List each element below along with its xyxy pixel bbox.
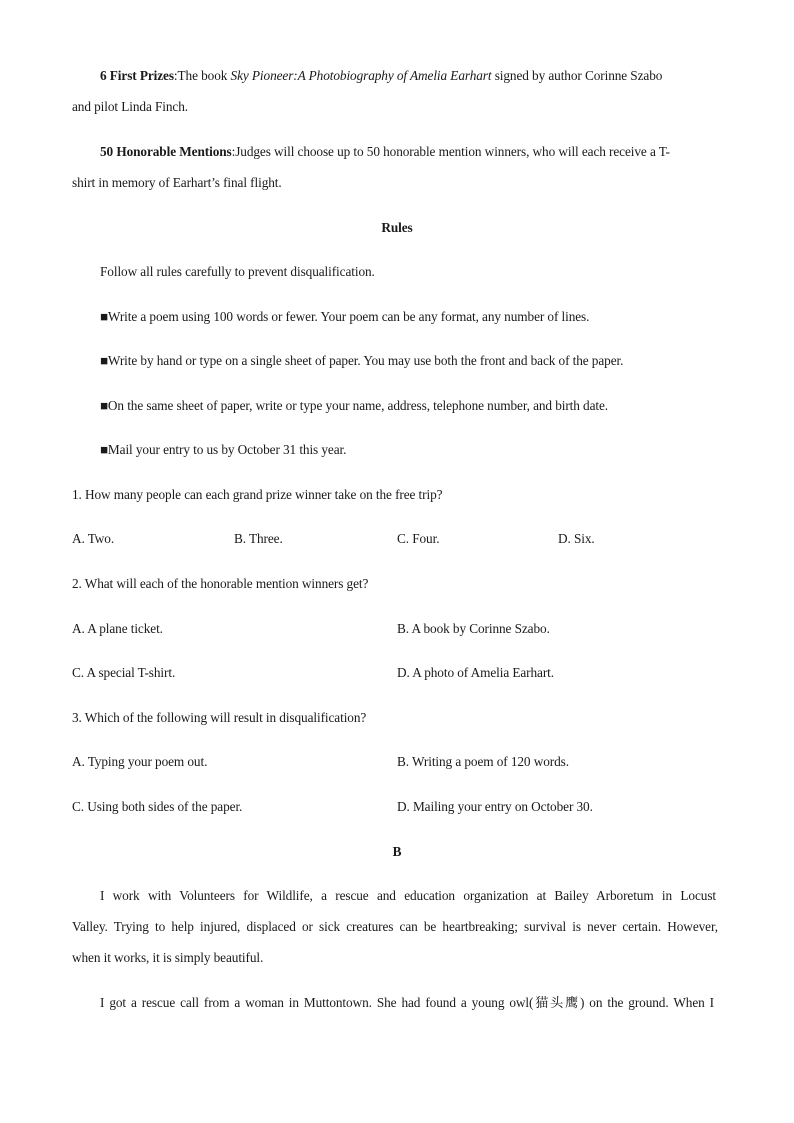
paragraph-line: when it works, it is simply beautiful. — [72, 950, 264, 965]
question-stem: 1. How many people can each grand prize winner take on the free trip? — [72, 487, 443, 502]
question-1-option-d[interactable]: D. Six. — [558, 531, 595, 546]
rules-heading: Rules — [381, 220, 413, 235]
honorable-mentions-line — [100, 143, 718, 161]
question-stem: 3. Which of the following will result in disqualification? — [72, 710, 367, 725]
question-2-option-c[interactable]: C. A special T-shirt. — [72, 665, 176, 680]
paragraph-line: I got a rescue call from a woman in Muttontown. She had found a young owl(猫头鹰) on the ground. When I — [100, 995, 714, 1010]
question-2-option-d[interactable]: D. A photo of Amelia Earhart. — [397, 665, 554, 680]
question-1-option-c[interactable]: C. Four. — [397, 531, 440, 546]
rules-intro: Follow all rules carefully to prevent disqualification. — [100, 264, 375, 279]
first-prizes-line-2: and pilot Linda Finch. — [72, 99, 188, 114]
book-title: Sky Pioneer:A Photobiography of Amelia Earhart — [230, 68, 492, 83]
honorable-mentions-line-2: shirt in memory of Earhart’s final flight. — [72, 175, 282, 190]
question-3-option-b[interactable]: B. Writing a poem of 120 words. — [397, 754, 569, 769]
first-prizes-text: :The book — [173, 68, 231, 83]
honorable-mentions-label: 50 Honorable Mentions — [100, 144, 232, 159]
rule-item: ■Write a poem using 100 words or fewer. Your poem can be any format, any number of lines. — [100, 309, 590, 324]
first-prizes-label: 6 First Prizes — [100, 68, 174, 83]
first-prizes-line — [100, 67, 722, 85]
question-1-option-a[interactable]: A. Two. — [72, 531, 115, 546]
question-stem: 2. What will each of the honorable mention winners get? — [72, 576, 369, 591]
question-3-option-d[interactable]: D. Mailing your entry on October 30. — [397, 799, 593, 814]
question-1-option-b[interactable]: B. Three. — [234, 531, 283, 546]
section-b-heading: B — [392, 844, 402, 859]
question-3-option-a[interactable]: A. Typing your poem out. — [72, 754, 208, 769]
question-2-option-b[interactable]: B. A book by Corinne Szabo. — [397, 621, 550, 636]
question-3-option-c[interactable]: C. Using both sides of the paper. — [72, 799, 243, 814]
paragraph-line: Valley. Trying to help injured, displaced or sick creatures can be heartbreaking; survival is never certain. However, — [72, 919, 718, 934]
question-2-option-a[interactable]: A. A plane ticket. — [72, 621, 163, 636]
honorable-mentions-text: :Judges will choose up to 50 honorable mention winners, who will each receive a T- — [231, 144, 670, 159]
rule-item: ■Write by hand or type on a single sheet of paper. You may use both the front and back of the paper. — [100, 353, 624, 368]
paragraph-line: I work with Volunteers for Wildlife, a rescue and education organization at Bailey Arboretum in Locust — [100, 888, 716, 903]
rule-item: ■Mail your entry to us by October 31 this year. — [100, 442, 347, 457]
first-prizes-text-after: signed by author Corinne Szabo — [491, 68, 663, 83]
rule-item: ■On the same sheet of paper, write or type your name, address, telephone number, and birth date. — [100, 398, 609, 413]
